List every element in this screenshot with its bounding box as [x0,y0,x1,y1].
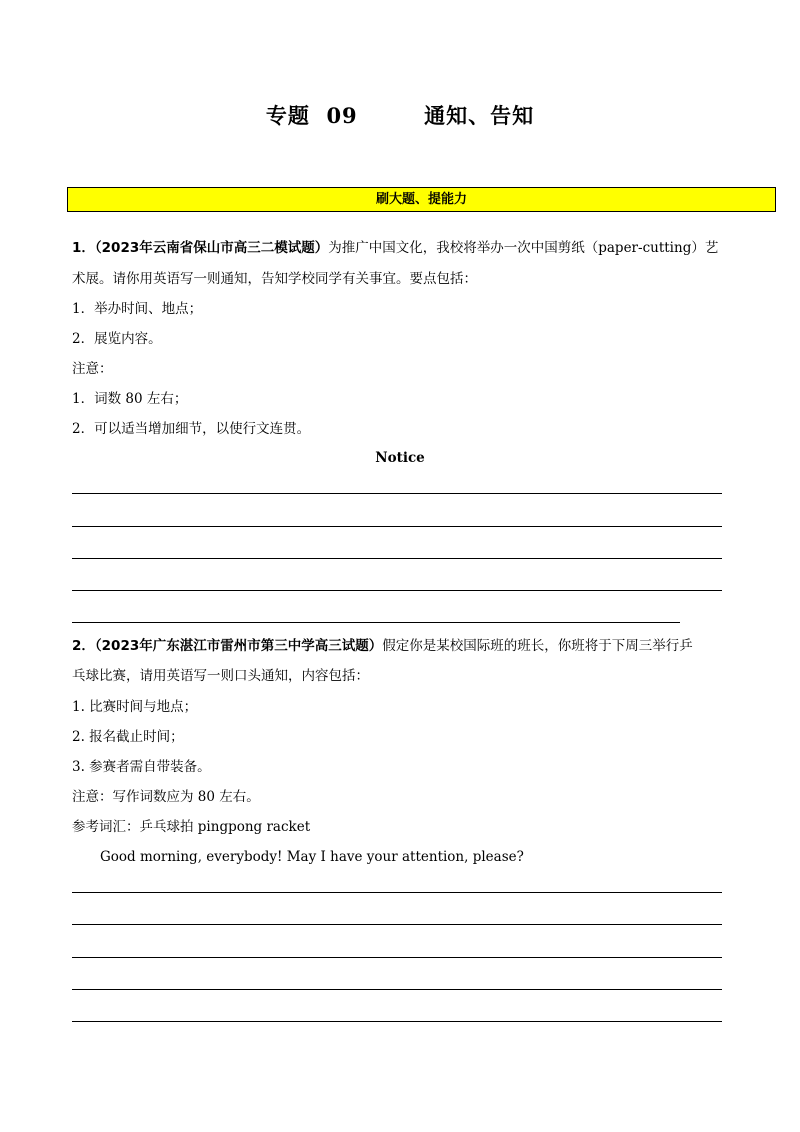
q2-answer-line-3 [72,957,722,958]
q2-point-3: 3. 参赛者需自带装备。 [72,759,211,775]
q2-prompt-line2: 乓球比赛，请用英语写一则口头通知，内容包括： [72,668,369,684]
q2-answer-line-5 [72,1021,722,1022]
q2-source: （2023年广东湛江市雷州市第三中学高三试题） [94,638,383,654]
q1-answer-line-2 [72,526,722,527]
q2-point-1: 1. 比赛时间与地点； [72,699,198,715]
q2-answer-line-2 [72,924,722,925]
q1-point-1: 1．举办时间、地点； [72,301,203,317]
q2-answer-line-4 [72,989,722,990]
q1-answer-line-1 [72,493,722,494]
q1-note-1: 1．词数 80 左右； [72,391,188,407]
q1-note-2: 2．可以适当增加细节，以使行文连贯。 [72,421,311,437]
q1-prompt-line1 [72,239,718,257]
q2-prompt-line1 [72,637,693,655]
q1-prompt-line2: 术展。请你用英语写一则通知，告知学校同学有关事宜。要点包括： [72,271,477,287]
q1-prompt-text: 为推广中国文化，我校将举办一次中国剪纸（paper-cutting）艺 [328,240,719,256]
q2-opening-sentence: Good morning, everybody! May I have your attention, please? [100,849,524,865]
q2-note: 注意：写作词数应为 80 左右。 [72,789,260,805]
q1-source: （2023年云南省保山市高三二模试题） [94,240,329,256]
q2-point-2: 2. 报名截止时间； [72,729,184,745]
page-title: 专题 09 通知、告知 [265,103,535,128]
q1-notice-heading: Notice [375,450,425,466]
section-banner: 刷大题、提能力 [67,187,776,212]
q1-answer-line-4 [72,590,722,591]
q1-number: 1． [72,240,95,256]
q1-answer-line-3 [72,558,722,559]
q2-vocab: 参考词汇：乒乓球拍 pingpong racket [72,819,311,835]
q2-number: 2． [72,638,95,654]
q2-prompt-text: 假定你是某校国际班的班长，你班将于下周三举行乒 [382,638,693,654]
q1-answer-line-5 [72,622,680,623]
q1-note-label: 注意： [72,361,113,377]
q1-point-2: 2．展览内容。 [72,331,162,347]
q2-answer-line-1 [72,892,722,893]
